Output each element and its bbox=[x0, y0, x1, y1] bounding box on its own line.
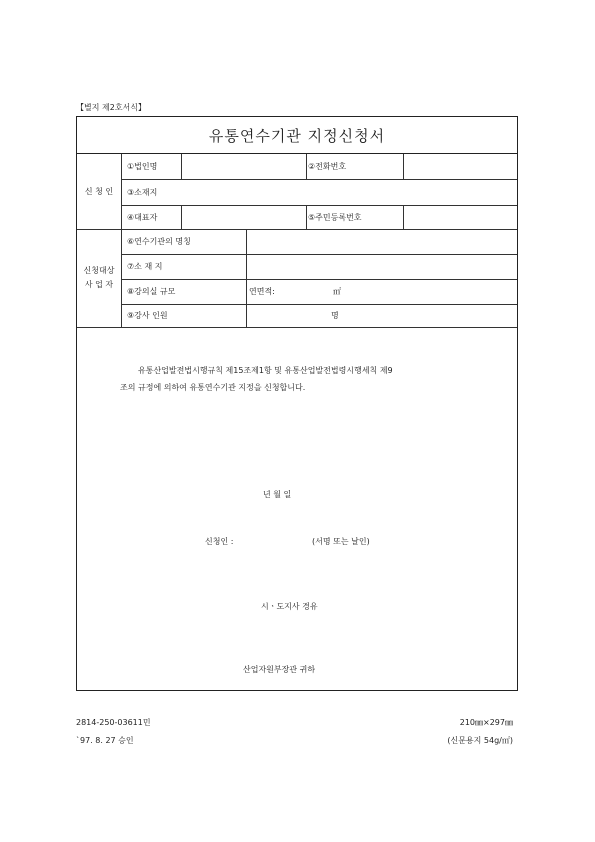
sign-note: (서명 또는 날인) bbox=[312, 537, 370, 546]
resident-no-field[interactable] bbox=[404, 206, 516, 228]
phone-field[interactable] bbox=[404, 155, 516, 178]
resident-no-label: ⑤주민등록번호 bbox=[308, 212, 362, 222]
declaration-line-2: 조의 규정에 의하여 유통연수기관 지정을 신청합니다. bbox=[120, 383, 306, 392]
institution-name-field[interactable] bbox=[247, 230, 516, 253]
form-title: 유통연수기관 지정신청서 bbox=[77, 117, 517, 154]
via-governor: 시ㆍ도지사 경유 bbox=[261, 602, 318, 611]
paper-size: 210㎜×297㎜ bbox=[459, 718, 513, 727]
sign-field[interactable] bbox=[248, 532, 308, 546]
instructors-field[interactable] bbox=[247, 305, 327, 326]
area-field[interactable] bbox=[287, 280, 337, 303]
target-section-label-line1: 신청대상 bbox=[83, 266, 115, 275]
date-line: 년 월 일 bbox=[263, 490, 292, 499]
declaration-paragraph bbox=[120, 362, 500, 396]
form-label: 【별지 제2호서식】 bbox=[76, 103, 147, 112]
representative-field[interactable] bbox=[182, 206, 305, 228]
addressee: 산업자원부장관 귀하 bbox=[243, 665, 316, 674]
instructors-label: ⑨강사 인원 bbox=[127, 311, 168, 320]
person-unit: 명 bbox=[331, 311, 339, 320]
institution-name-label: ⑥연수기관의 명칭 bbox=[127, 237, 191, 246]
col-divider bbox=[306, 205, 307, 229]
corp-name-label: ①법인명 bbox=[127, 162, 158, 171]
area-unit: ㎡ bbox=[333, 287, 341, 296]
applicant-sign-label: 신청인 : bbox=[205, 537, 234, 546]
representative-label: ④대표자 bbox=[127, 212, 158, 222]
form-number: 2814-250-03611민 bbox=[76, 718, 151, 727]
area-label: 연면적: bbox=[249, 287, 275, 296]
target-section-label bbox=[77, 229, 121, 327]
col-divider bbox=[121, 229, 122, 327]
section-divider bbox=[77, 327, 517, 328]
approval-date: `97. 8. 27 승인 bbox=[76, 736, 134, 745]
address-field[interactable] bbox=[182, 180, 516, 204]
paper-type: (신문용지 54g/㎡) bbox=[447, 736, 513, 745]
col-divider bbox=[306, 154, 307, 179]
declaration-line-1: 유통산업발전법시행규칙 제15조제1항 및 유통산업발전법령시행세칙 제9 bbox=[138, 366, 393, 375]
classroom-size-label: ⑧강의실 규모 bbox=[127, 287, 176, 296]
target-section-label-line2: 사 업 자 bbox=[84, 280, 114, 289]
location-field[interactable] bbox=[247, 255, 516, 278]
location-label: ⑦소 재 지 bbox=[127, 262, 163, 271]
applicant-section-label: 신 청 인 bbox=[84, 187, 114, 196]
address-label: ③소재지 bbox=[127, 187, 158, 197]
corp-name-field[interactable] bbox=[182, 155, 305, 178]
phone-label: ②전화번호 bbox=[308, 162, 347, 171]
col-divider bbox=[121, 154, 122, 229]
